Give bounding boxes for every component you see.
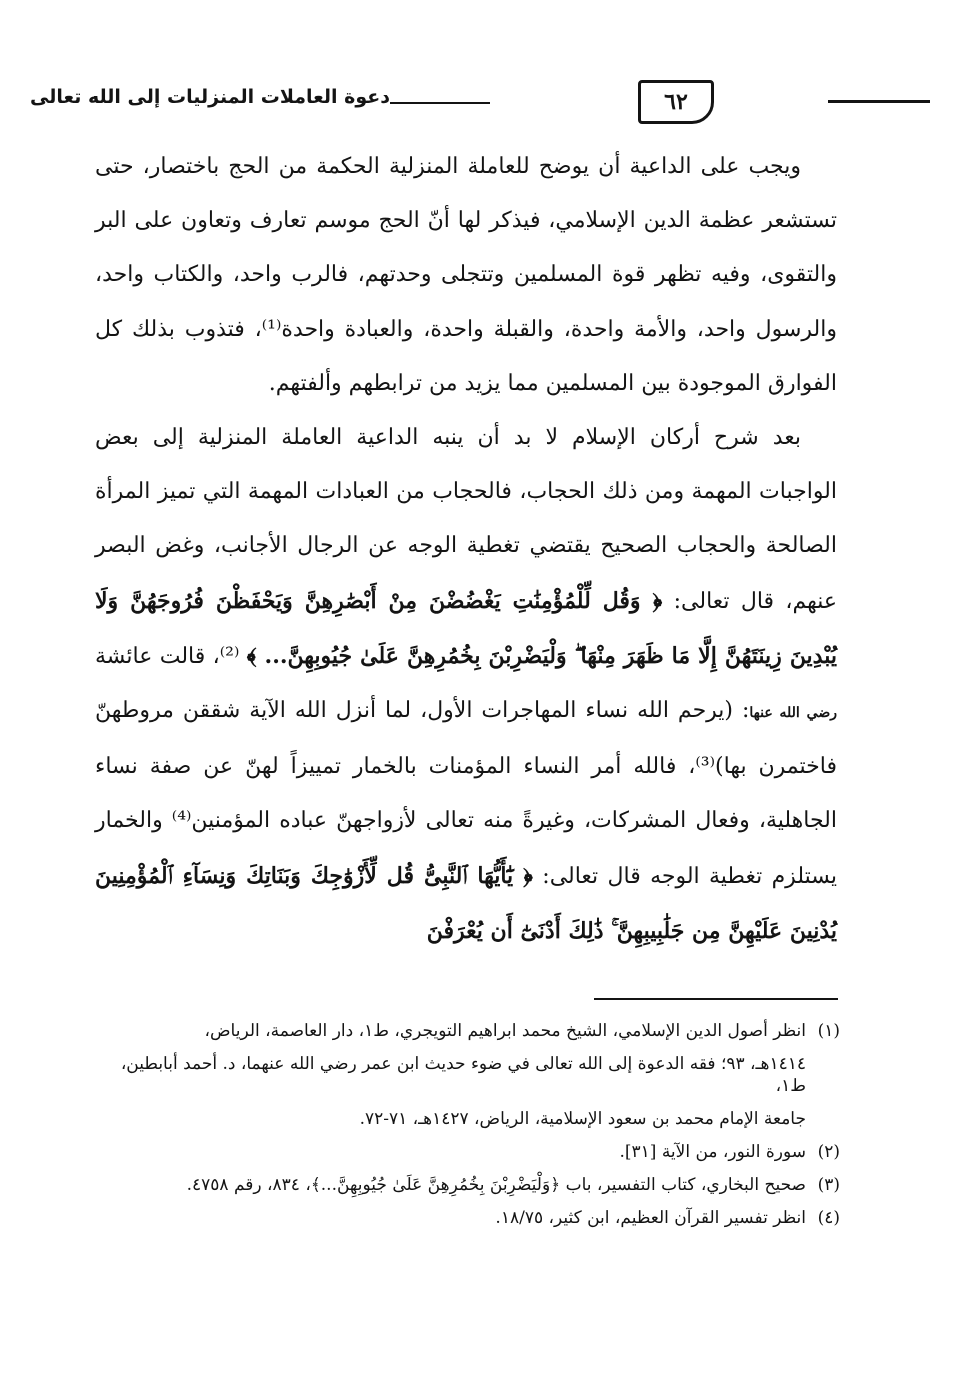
paragraph-hajj-wisdom: ويجب على الداعية أن يوضح للعاملة المنزلية الحكمة من الحج باختصار، حتى تستشعر عظمة الدين الإسلامي، فيذكر لها أنّ الحج موسم تعارف وتعاون على البر والتقوى، وفيه تظهر قوة المسلمين وتتجلى وحدتهم، فالرب واحد، والكتاب واحد، والرسول واحد، والأمة واحدة، والقبلة واحدة، والعبادة واحدة⁽¹⁾، فتذوب بذلك كل الفوارق الموجودة بين المسلمين مما يزيد من ترابطهم وألفتهم. bbox=[95, 154, 837, 396]
footnote-1-number: (١) bbox=[817, 1021, 840, 1041]
paragraph-hijab-intro: بعد شرح أركان الإسلام لا بد أن ينبه الداعية العاملة المنزلية إلى بعض الواجبات المهمة ومن ذلك الحجاب، فالحجاب من العبادات المهمة التي تميز المرأة الصالحة والحجاب الصحيح يقتضي تغطية الوجه عن الرجال الأجانب، وغض البصر عنهم، قال تعالى: bbox=[95, 425, 838, 614]
footnote-4 bbox=[95, 1207, 840, 1229]
header-rule-right bbox=[828, 100, 930, 103]
page-number: ٦٢ bbox=[664, 89, 688, 115]
footnote-4-number: (٤) bbox=[817, 1208, 840, 1228]
footnote-3-number: (٣) bbox=[817, 1175, 840, 1195]
quran-verse-nur: ﴿ وَقُل لِّلْمُؤْمِنَٰتِ يَغْضُضْنَ مِنْ أَبْصَٰرِهِنَّ وَيَحْفَظْنَ فُرُوجَهُنَّ وَلَا يُبْدِينَ زِينَتَهُنَّ إِلَّا مَا ظَهَرَ مِنْهَا ۖ وَلْيَضْرِبْنَ بِخُمُرِهِنَّ عَلَىٰ جُيُوبِهِنَّ... ﴾ bbox=[95, 587, 837, 669]
footnote-1-line-3: جامعة الإمام محمد بن سعود الإسلامية، الرياض، ١٤٢٧هـ، ٧١-٧٢. bbox=[359, 1109, 806, 1129]
footnote-2-number: (٢) bbox=[817, 1142, 840, 1162]
running-title: دعوة العاملات المنزليات إلى الله تعالى bbox=[30, 86, 390, 108]
footnote-3-text: صحيح البخاري، كتاب التفسير، باب ﴿وَلْيَضْرِبْنَ بِخُمُرِهِنَّ عَلَىٰ جُيُوبِهِنَّ...﴾، ٨٣٤، رقم ٤٧٥٨. bbox=[186, 1175, 806, 1195]
footnote-4-text: انظر تفسير القرآن العظيم، ابن كثير، ١٨/٧٥. bbox=[495, 1208, 806, 1228]
footnote-separator bbox=[594, 998, 838, 1000]
paragraph-hijab-continued: : (يرحم الله نساء المهاجرات الأول، لما أنزل الله الآية شققن مروطهنّ فاختمرن بها)⁽³⁾، فالله أمر النساء المؤمنات بالخمار تمييزاً لهنّ عن صفة نساء الجاهلية، وفعال المشركات، وغيرةً منه تعالى لأزواجهنّ عباده المؤمنين⁽⁴⁾ والخمار يستلزم تغطية الوجه قال تعالى: bbox=[95, 698, 837, 889]
footnote-2 bbox=[95, 1141, 840, 1163]
footnote-3 bbox=[95, 1174, 840, 1196]
footnote-1 bbox=[95, 1020, 840, 1042]
footnote-1-line-1: انظر أصول الدين الإسلامي، الشيخ محمد ابراهيم التويجري، ط١، دار العاصمة، الرياض، bbox=[204, 1021, 806, 1041]
footnote-1-line-2: ١٤١٤هـ، ٩٣؛ فقه الدعوة إلى الله تعالى في ضوء حديث ابن عمر رضي الله عنهما، د. أحمد أبابطين، ط١، bbox=[120, 1054, 806, 1096]
footnote-ref-2: ⁽²⁾، قالت عائشة bbox=[95, 643, 240, 669]
main-text bbox=[95, 140, 837, 959]
quran-verse-ahzab: ﴿ يَٰٓأَيُّهَا ٱلنَّبِىُّ قُل لِّأَزْوَٰجِكَ وَبَنَاتِكَ وَنِسَآءِ ٱلْمُؤْمِنِينَ يُدْنِينَ عَلَيْهِنَّ مِن جَلَٰبِيبِهِنَّ ۚ ذَٰلِكَ أَدْنَىٰٓ أَن يُعْرَفْنَ bbox=[95, 862, 837, 944]
header-rule-left bbox=[390, 102, 490, 104]
honorific-aisha: رضي الله عنها bbox=[749, 705, 837, 722]
running-header bbox=[30, 78, 840, 126]
paragraph-hijab bbox=[95, 411, 837, 959]
footnotes bbox=[95, 1020, 840, 1240]
page-number-badge bbox=[638, 80, 714, 124]
footnote-2-text: سورة النور، من الآية [٣١]. bbox=[619, 1142, 806, 1162]
